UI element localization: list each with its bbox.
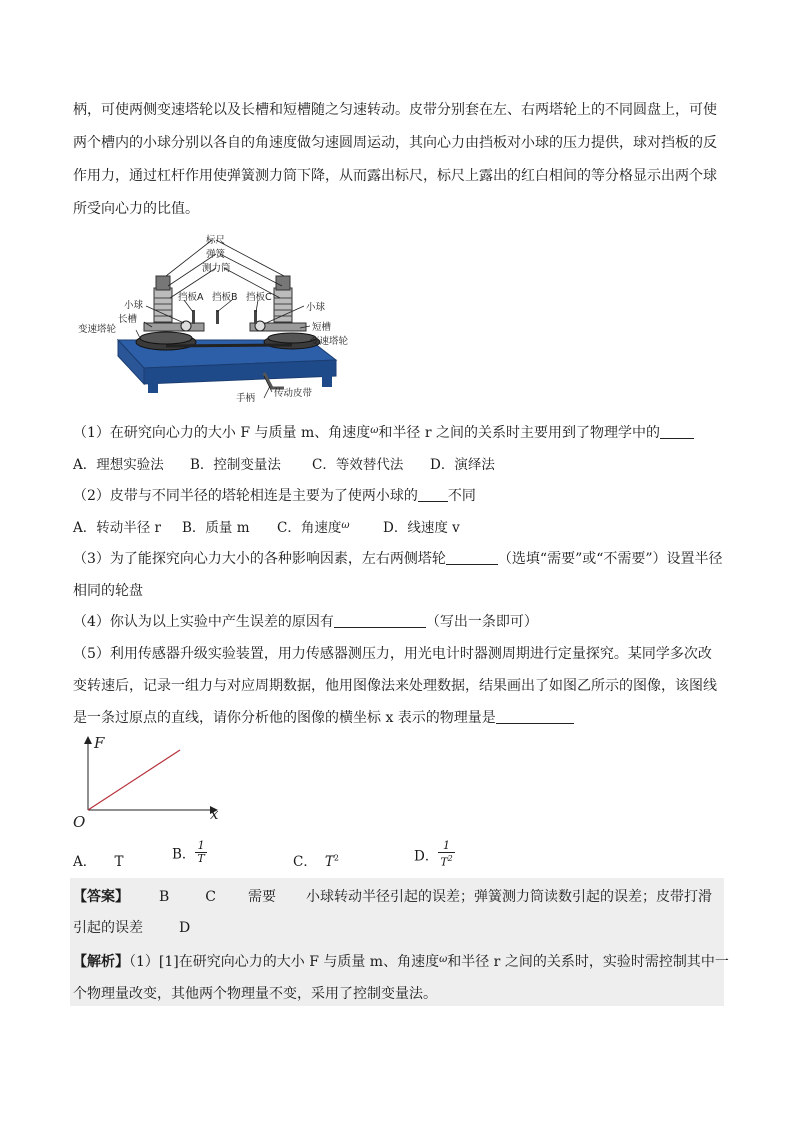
option-a[interactable]: A．理想实验法 bbox=[73, 457, 164, 473]
q1-text2: 和半径 r 之间的关系时主要用到了物理学中的 bbox=[378, 425, 660, 441]
intro-line: 所受向心力的比值。 bbox=[73, 201, 199, 217]
q5-line bbox=[73, 707, 574, 727]
omega-symbol: ω bbox=[341, 520, 350, 531]
label-changcao: 长槽 bbox=[118, 314, 138, 325]
option-b[interactable]: B．控制变量法 bbox=[190, 457, 281, 473]
intro-line: 柄，可使两侧变速塔轮以及长槽和短槽随之匀速转动。皮带分别套在左、右两塔轮上的不同圆盘上，可使 bbox=[73, 102, 717, 118]
answer-blank[interactable] bbox=[660, 424, 694, 439]
numerator: 1 bbox=[438, 840, 454, 853]
answer-blank[interactable] bbox=[418, 487, 448, 502]
option-d[interactable]: D．线速度 v bbox=[383, 520, 460, 536]
denominator: T bbox=[197, 852, 205, 865]
answer-4: 小球转动半径引起的误差；弹簧测力筒读数引起的误差；皮带打滑 bbox=[306, 889, 713, 905]
answer-3: 需要 bbox=[248, 889, 277, 905]
q3-line2: 相同的轮盘 bbox=[73, 583, 143, 599]
answer-line bbox=[73, 886, 712, 906]
label-chuandong: 传动皮带 bbox=[274, 388, 313, 399]
label-biansu-left: 变速塔轮 bbox=[78, 324, 117, 335]
option-b[interactable]: B．质量 m bbox=[182, 520, 250, 536]
option-c-letter: C． bbox=[293, 854, 317, 870]
q5-line: 变转速后，记录一组力与对应周期数据，他用图像法来处理数据，结果画出了如图乙所示的图像，该图线 bbox=[73, 678, 717, 694]
label-biansu-right: 变速塔轮 bbox=[310, 336, 349, 347]
q3-text: （3）为了能探究向心力大小的各种影响因素，左右两侧塔轮 bbox=[73, 551, 446, 567]
option-a-value: T bbox=[114, 854, 124, 870]
option-a[interactable]: A．转动半径 r bbox=[73, 520, 161, 536]
label-dangban-c: 挡板C bbox=[246, 292, 272, 303]
f-x-graph bbox=[70, 732, 230, 832]
question-2 bbox=[73, 485, 476, 505]
denominator bbox=[438, 853, 454, 869]
option-c[interactable] bbox=[293, 850, 339, 870]
q5-text: 是一条过原点的直线，请你分析他的图像的横坐标 x 表示的物理量是 bbox=[73, 710, 496, 726]
label-biaochi: 标尺 bbox=[206, 235, 226, 246]
intro-line: 作用力，通过杠杆作用使弹簧测力筒下降，从而露出标尺，标尺上露出的红白相间的等分格显示出两个球 bbox=[73, 168, 717, 184]
question-3 bbox=[73, 548, 723, 568]
q1-text: （1）在研究向心力的大小 F 与质量 m、角速度 bbox=[73, 425, 371, 441]
q4-text: （4）你认为以上实验中产生误差的原因有 bbox=[73, 614, 334, 630]
denominator-t: T bbox=[440, 855, 448, 869]
answer-2: C bbox=[205, 889, 217, 905]
answer-blank[interactable] bbox=[334, 613, 426, 628]
superscript: 2 bbox=[447, 854, 453, 863]
fraction-1-over-t bbox=[195, 840, 206, 865]
option-c[interactable] bbox=[277, 516, 350, 536]
label-xiaoqiu-right: 小球 bbox=[306, 302, 326, 313]
q2-text: （2）皮带与不同半径的塔轮相连是主要为了使两小球的 bbox=[73, 488, 418, 504]
label-xiaoqiu-left: 小球 bbox=[124, 300, 144, 311]
fraction-1-over-t-squared bbox=[438, 840, 454, 869]
analysis-label: 【解析】 bbox=[73, 954, 129, 970]
option-a-letter: A． bbox=[73, 854, 97, 870]
option-b[interactable] bbox=[172, 840, 207, 865]
origin-label: O bbox=[73, 813, 86, 831]
analysis-line bbox=[73, 951, 729, 971]
intro-line: 两个槽内的小球分别以各自的角速度做匀速圆周运动，其向心力由挡板对小球的压力提供，球对挡板的反 bbox=[73, 135, 717, 151]
option-d[interactable]: D．演绎法 bbox=[430, 457, 495, 473]
answer-4-continued: 引起的误差 bbox=[73, 920, 143, 936]
option-c[interactable]: C．等效替代法 bbox=[312, 457, 404, 473]
x-axis-label: x bbox=[210, 805, 219, 823]
label-duancao: 短槽 bbox=[312, 322, 332, 333]
analysis-text: （1）[1]在研究向心力的大小 F 与质量 m、角速度 bbox=[129, 954, 440, 970]
apparatus-figure bbox=[74, 228, 364, 408]
superscript: 2 bbox=[333, 853, 339, 863]
answer-label: 【答案】 bbox=[73, 889, 129, 905]
answer-1: B bbox=[159, 889, 170, 905]
option-a[interactable] bbox=[73, 850, 124, 870]
label-dangban-b: 挡板B bbox=[212, 292, 238, 303]
label-dangban-a: 挡板A bbox=[178, 292, 204, 303]
option-c-text: C．角速度 bbox=[277, 520, 342, 536]
answer-5: D bbox=[179, 920, 191, 936]
omega-symbol: ω bbox=[439, 954, 448, 965]
y-axis-label: F bbox=[94, 734, 105, 752]
answer-blank[interactable] bbox=[446, 550, 498, 565]
option-d-letter: D． bbox=[414, 848, 439, 865]
answer-blank[interactable] bbox=[496, 709, 574, 724]
option-b-letter: B． bbox=[172, 846, 196, 863]
label-celitong: 测力筒 bbox=[202, 263, 231, 274]
question-1 bbox=[73, 422, 694, 442]
analysis-line-2: 个物理量改变，其他两个物理量不变，采用了控制变量法。 bbox=[73, 986, 437, 1002]
q3-text2: （选填“需要”或“不需要”）设置半径 bbox=[497, 551, 723, 567]
question-4 bbox=[73, 611, 538, 631]
label-shoubing: 手柄 bbox=[236, 393, 256, 404]
option-c-value: T bbox=[324, 854, 334, 870]
q4-text2: （写出一条即可） bbox=[425, 614, 538, 630]
option-d[interactable] bbox=[414, 840, 455, 869]
omega-symbol: ω bbox=[370, 425, 379, 436]
answer-line-2 bbox=[73, 917, 190, 937]
q2-text2: 不同 bbox=[447, 488, 476, 504]
label-tanhuang: 弹簧 bbox=[206, 249, 226, 260]
analysis-text2: 和半径 r 之间的关系时，实验时需控制其中一 bbox=[447, 954, 729, 970]
numerator: 1 bbox=[195, 840, 206, 853]
q5-line: （5）利用传感器升级实验装置，用力传感器测压力，用光电计时器测周期进行定量探究。某同学多次改 bbox=[73, 646, 712, 662]
